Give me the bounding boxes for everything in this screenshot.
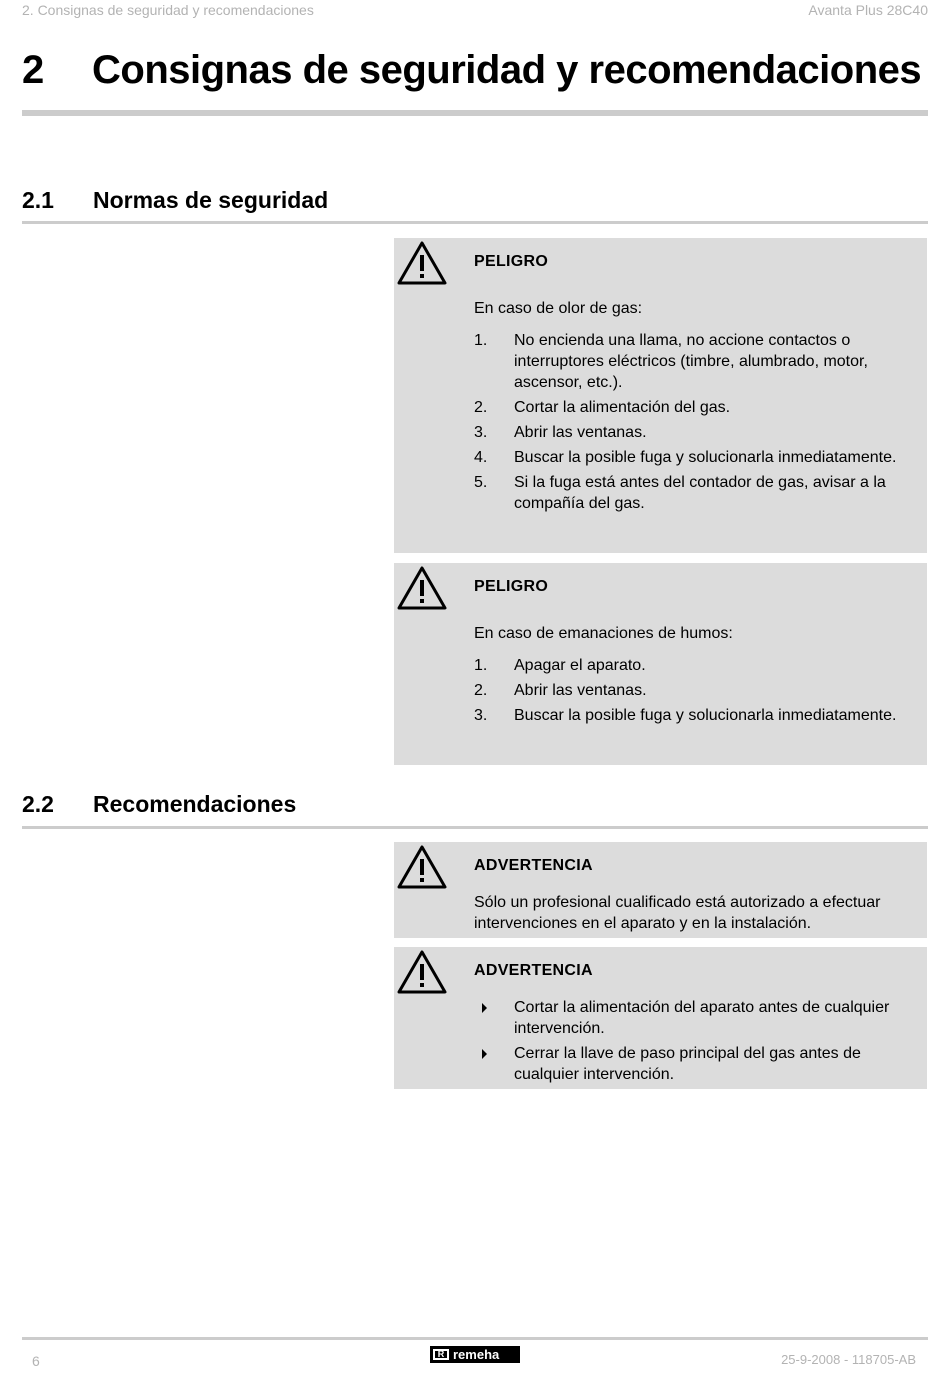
document-reference: 25-9-2008 - 118705-AB [781,1352,916,1367]
danger-intro: En caso de emanaciones de humos: [474,625,733,642]
item-text: Si la fuga está antes del contador de gas, avisar a la compañía del gas. [514,474,886,512]
danger-steps-list [474,655,923,730]
warning-triangle-icon [396,240,448,286]
danger-box-gas-odor [394,238,927,553]
warning-title: ADVERTENCIA [474,857,593,874]
list-item [474,397,923,418]
running-header-product: Avanta Plus 28C40 [808,2,928,18]
warning-text: Sólo un profesional cualificado está autorizado a efectuar intervenciones en el aparato y en la instalación. [474,894,881,932]
item-number: 3. [474,707,488,724]
warning-title: ADVERTENCIA [474,962,593,979]
list-item [474,472,923,514]
item-number: 5. [474,474,488,491]
item-number: 4. [474,449,488,466]
remeha-logo [430,1346,520,1363]
item-text: Abrir las ventanas. [514,682,647,699]
warning-triangle-icon [396,949,448,995]
section-title: Recomendaciones [93,791,297,817]
item-text: Cortar la alimentación del aparato antes de cualquier intervención. [514,999,890,1037]
list-item [474,422,923,443]
list-item [474,447,923,468]
section-heading-normas [22,187,328,214]
danger-intro: En caso de olor de gas: [474,300,643,317]
section-number: 2.2 [22,791,54,817]
warning-bullet-list [474,997,923,1089]
list-item [474,680,923,701]
chapter-rule [22,110,928,116]
danger-steps-list [474,330,923,518]
item-text: Cortar la alimentación del gas. [514,399,731,416]
item-text: Buscar la posible fuga y solucionarla inmediatamente. [514,449,897,466]
logo-text: remeha [453,1347,500,1362]
item-number: 1. [474,332,488,349]
section-title: Normas de seguridad [93,187,329,213]
remeha-logo-mark-icon: R [433,1349,449,1360]
item-text: Buscar la posible fuga y solucionarla inmediatamente. [514,707,897,724]
item-number: 2. [474,682,488,699]
list-item [474,1043,923,1085]
list-item [474,655,923,676]
running-header-chapter: 2. Consignas de seguridad y recomendaciones [22,2,314,18]
item-text: Abrir las ventanas. [514,424,647,441]
warning-triangle-icon [396,844,448,890]
section-number: 2.1 [22,187,54,213]
danger-box-smoke [394,563,927,765]
list-item [474,705,923,726]
item-text: Apagar el aparato. [514,657,646,674]
section-rule [22,826,928,829]
danger-title: PELIGRO [474,253,549,270]
triangle-bullet-icon [482,1049,487,1059]
page-number: 6 [32,1353,40,1369]
chapter-heading [22,48,928,93]
warning-box-professional [394,842,927,938]
triangle-bullet-icon [482,1003,487,1013]
danger-title: PELIGRO [474,578,549,595]
item-number: 3. [474,424,488,441]
list-item [474,330,923,393]
item-number: 1. [474,657,488,674]
footer-rule [22,1337,928,1340]
chapter-number: 2 [22,48,44,92]
warning-triangle-icon [396,565,448,611]
list-item [474,997,923,1039]
chapter-title: Consignas de seguridad y recomendaciones [92,48,922,92]
section-rule [22,221,928,224]
item-text: No encienda una llama, no accione contactos o interruptores eléctricos (timbre, alumbrado, motor, ascensor, etc.). [514,332,868,391]
item-number: 2. [474,399,488,416]
warning-box-before-intervention [394,947,927,1089]
section-heading-recomendaciones [22,791,296,818]
item-text: Cerrar la llave de paso principal del gas antes de cualquier intervención. [514,1045,861,1083]
